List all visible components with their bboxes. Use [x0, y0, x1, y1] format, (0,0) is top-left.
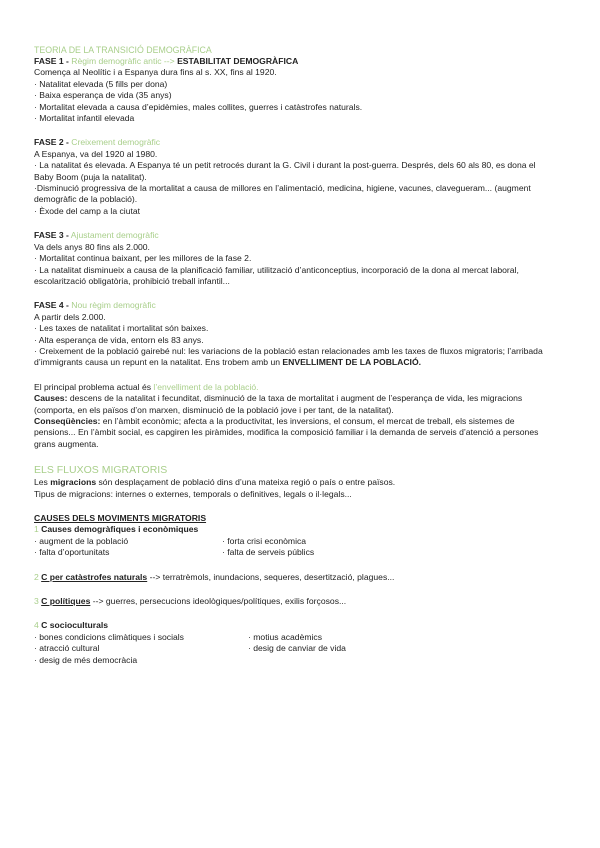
list-item: · Natalitat elevada (5 fills per dona) — [34, 78, 168, 89]
section-migrations — [34, 463, 554, 500]
consequences-text: en l’àmbit econòmic; afecta a la productivitat, les inversions, el consum, el mercat de treball, els sistemes de pensions... En l’àmbit social, es capgiren les piràmides, modifica la composició familiar i la demanda de serveis d’atenció a persones grans augmenta. — [34, 415, 539, 449]
list-item — [34, 346, 554, 369]
list-item: · Baixa esperança de vida (35 anys) — [34, 90, 172, 101]
list-item: · augment de la població — [34, 535, 129, 546]
list-item: · atracció cultural — [34, 643, 100, 654]
list-item: · Èxode del camp a la ciutat — [34, 205, 141, 216]
fase-2-label: FASE 2 - — [34, 137, 69, 148]
cause-3-number: 3 — [34, 596, 39, 607]
list-item: · forta crisi econòmica — [222, 535, 307, 546]
list-item: · desig de canviar de vida — [248, 643, 346, 654]
section-problem — [34, 382, 554, 450]
list-item: ·Disminució progressiva de la mortalitat a causa de millores en l’alimentació, medicina, higiene, vacunes, clavegueram... (augment demogràfic de la població). — [34, 183, 531, 205]
causes-text: descens de la natalitat i fecunditat, disminució de la taxa de mortalitat i augment de l’esperança de vida, les migracions (comporta, en els països d’on marxen, disminució de la població jove i per tant, de la natalitat). — [34, 393, 523, 415]
fase-2-subtitle: Creixement demogràfic — [71, 137, 161, 148]
list-item: · Mortalitat continua baixant, per les millores de la fase 2. — [34, 253, 252, 264]
section-fase-3 — [34, 230, 554, 287]
migrations-title: ELS FLUXOS MIGRATORIS — [34, 464, 168, 477]
cause-2-text: --> terratrèmols, inundacions, sequeres, desertització, plagues... — [149, 571, 395, 582]
list-item: · Mortalitat elevada a causa d’epidèmies, males collites, guerres i catàstrofes naturals. — [34, 101, 363, 112]
fase-1-subtitle: Règim demogràfic antic --> — [71, 56, 175, 66]
fase-1-intro: Comença al Neolític i a Espanya dura fins al s. XX, fins al 1920. — [34, 67, 277, 78]
cause-4-list — [34, 632, 554, 666]
causes-title: CAUSES DELS MOVIMENTS MIGRATORIS — [34, 513, 207, 523]
fase-4-label: FASE 4 - — [34, 300, 69, 311]
fase-4-last-item: · Creixement de la població gairebé nul: les variacions de la població estan relacionades amb les taxes de fluxos migratoris; l’arribada d’immigrants causa un repunt en la natalitat. Ens trobem amb un — [34, 345, 543, 368]
cause-1-number: 1 — [34, 524, 39, 535]
list-item: · Alta esperança de vida, entorn els 83 anys. — [34, 334, 204, 345]
list-item: · falta d’oportunitats — [34, 547, 110, 558]
cause-4-number: 4 — [34, 620, 39, 631]
fase-4-intro: A partir dels 2.000. — [34, 311, 106, 322]
page-title: TEORIA DE LA TRANSICIÓ DEMOGRÀFICA — [34, 45, 212, 55]
fase-3-subtitle: Ajustament demogràfic — [70, 230, 159, 241]
problem-highlight: l’envelliment de la població. — [153, 381, 259, 392]
list-item: · bones condicions climàtiques i socials — [34, 631, 184, 642]
migrations-def-pre: Les — [34, 477, 48, 488]
migrations-def-bold: migracions — [50, 477, 97, 488]
list-item: · La natalitat és elevada. A Espanya té un petit retrocés durant la G. Civil i durant la post-guerra. Després, dels 60 als 80, es dona el Baby Boom (puja la natalitat). — [34, 160, 536, 182]
list-item: · Mortalitat infantil elevada — [34, 113, 135, 124]
fase-1-label: FASE 1 - — [34, 56, 69, 66]
fase-1-stage: ESTABILITAT DEMOGRÀFICA — [177, 56, 299, 66]
fase-4-subtitle: Nou règim demogràfic — [71, 300, 156, 311]
fase-2-intro: A Espanya, va del 1920 al 1980. — [34, 148, 158, 159]
section-causes — [34, 513, 554, 666]
migrations-def-post: són desplaçament de població dins d’una mateixa regió o país o entre països. — [98, 477, 396, 488]
consequences-label: Conseqüències: — [34, 415, 101, 426]
cause-4-label: C socioculturals — [41, 620, 109, 631]
fase-3-label: FASE 3 - — [34, 230, 69, 241]
document-page — [34, 44, 554, 666]
section-fase-4 — [34, 300, 554, 368]
fase-4-last-bold: ENVELLIMENT DE LA POBLACIÓ. — [282, 357, 422, 368]
migrations-types: Tipus de migracions: internes o externes, temporals o definitives, legals o il·legals... — [34, 488, 352, 499]
causes-label: Causes: — [34, 393, 68, 404]
section-fase-2 — [34, 137, 554, 217]
section-fase-1 — [34, 56, 554, 124]
cause-2-number: 2 — [34, 571, 39, 582]
cause-1-label: Causes demogràfiques i econòmiques — [41, 524, 199, 535]
cause-3-label: C polítiques — [41, 596, 91, 607]
list-item: · La natalitat disminueix a causa de la planificació familiar, utilització d’anticonceptius, incorporació de la dona al mercat laboral, escolarització obligatòria, prohibició treball infantil... — [34, 264, 519, 286]
list-item: · motius acadèmics — [248, 631, 323, 642]
cause-2-label: C per catàstrofes naturals — [41, 571, 148, 582]
cause-3-text: --> guerres, persecucions ideològiques/polítiques, exilis forçosos... — [92, 596, 347, 607]
list-item: · falta de serveis públics — [222, 547, 315, 558]
cause-1-list — [34, 536, 554, 559]
fase-3-intro: Va dels anys 80 fins als 2.000. — [34, 241, 150, 252]
list-item: · Les taxes de natalitat i mortalitat són baixes. — [34, 323, 209, 334]
list-item: · desig de més democràcia — [34, 654, 138, 665]
problem-lead: El principal problema actual és — [34, 381, 152, 392]
